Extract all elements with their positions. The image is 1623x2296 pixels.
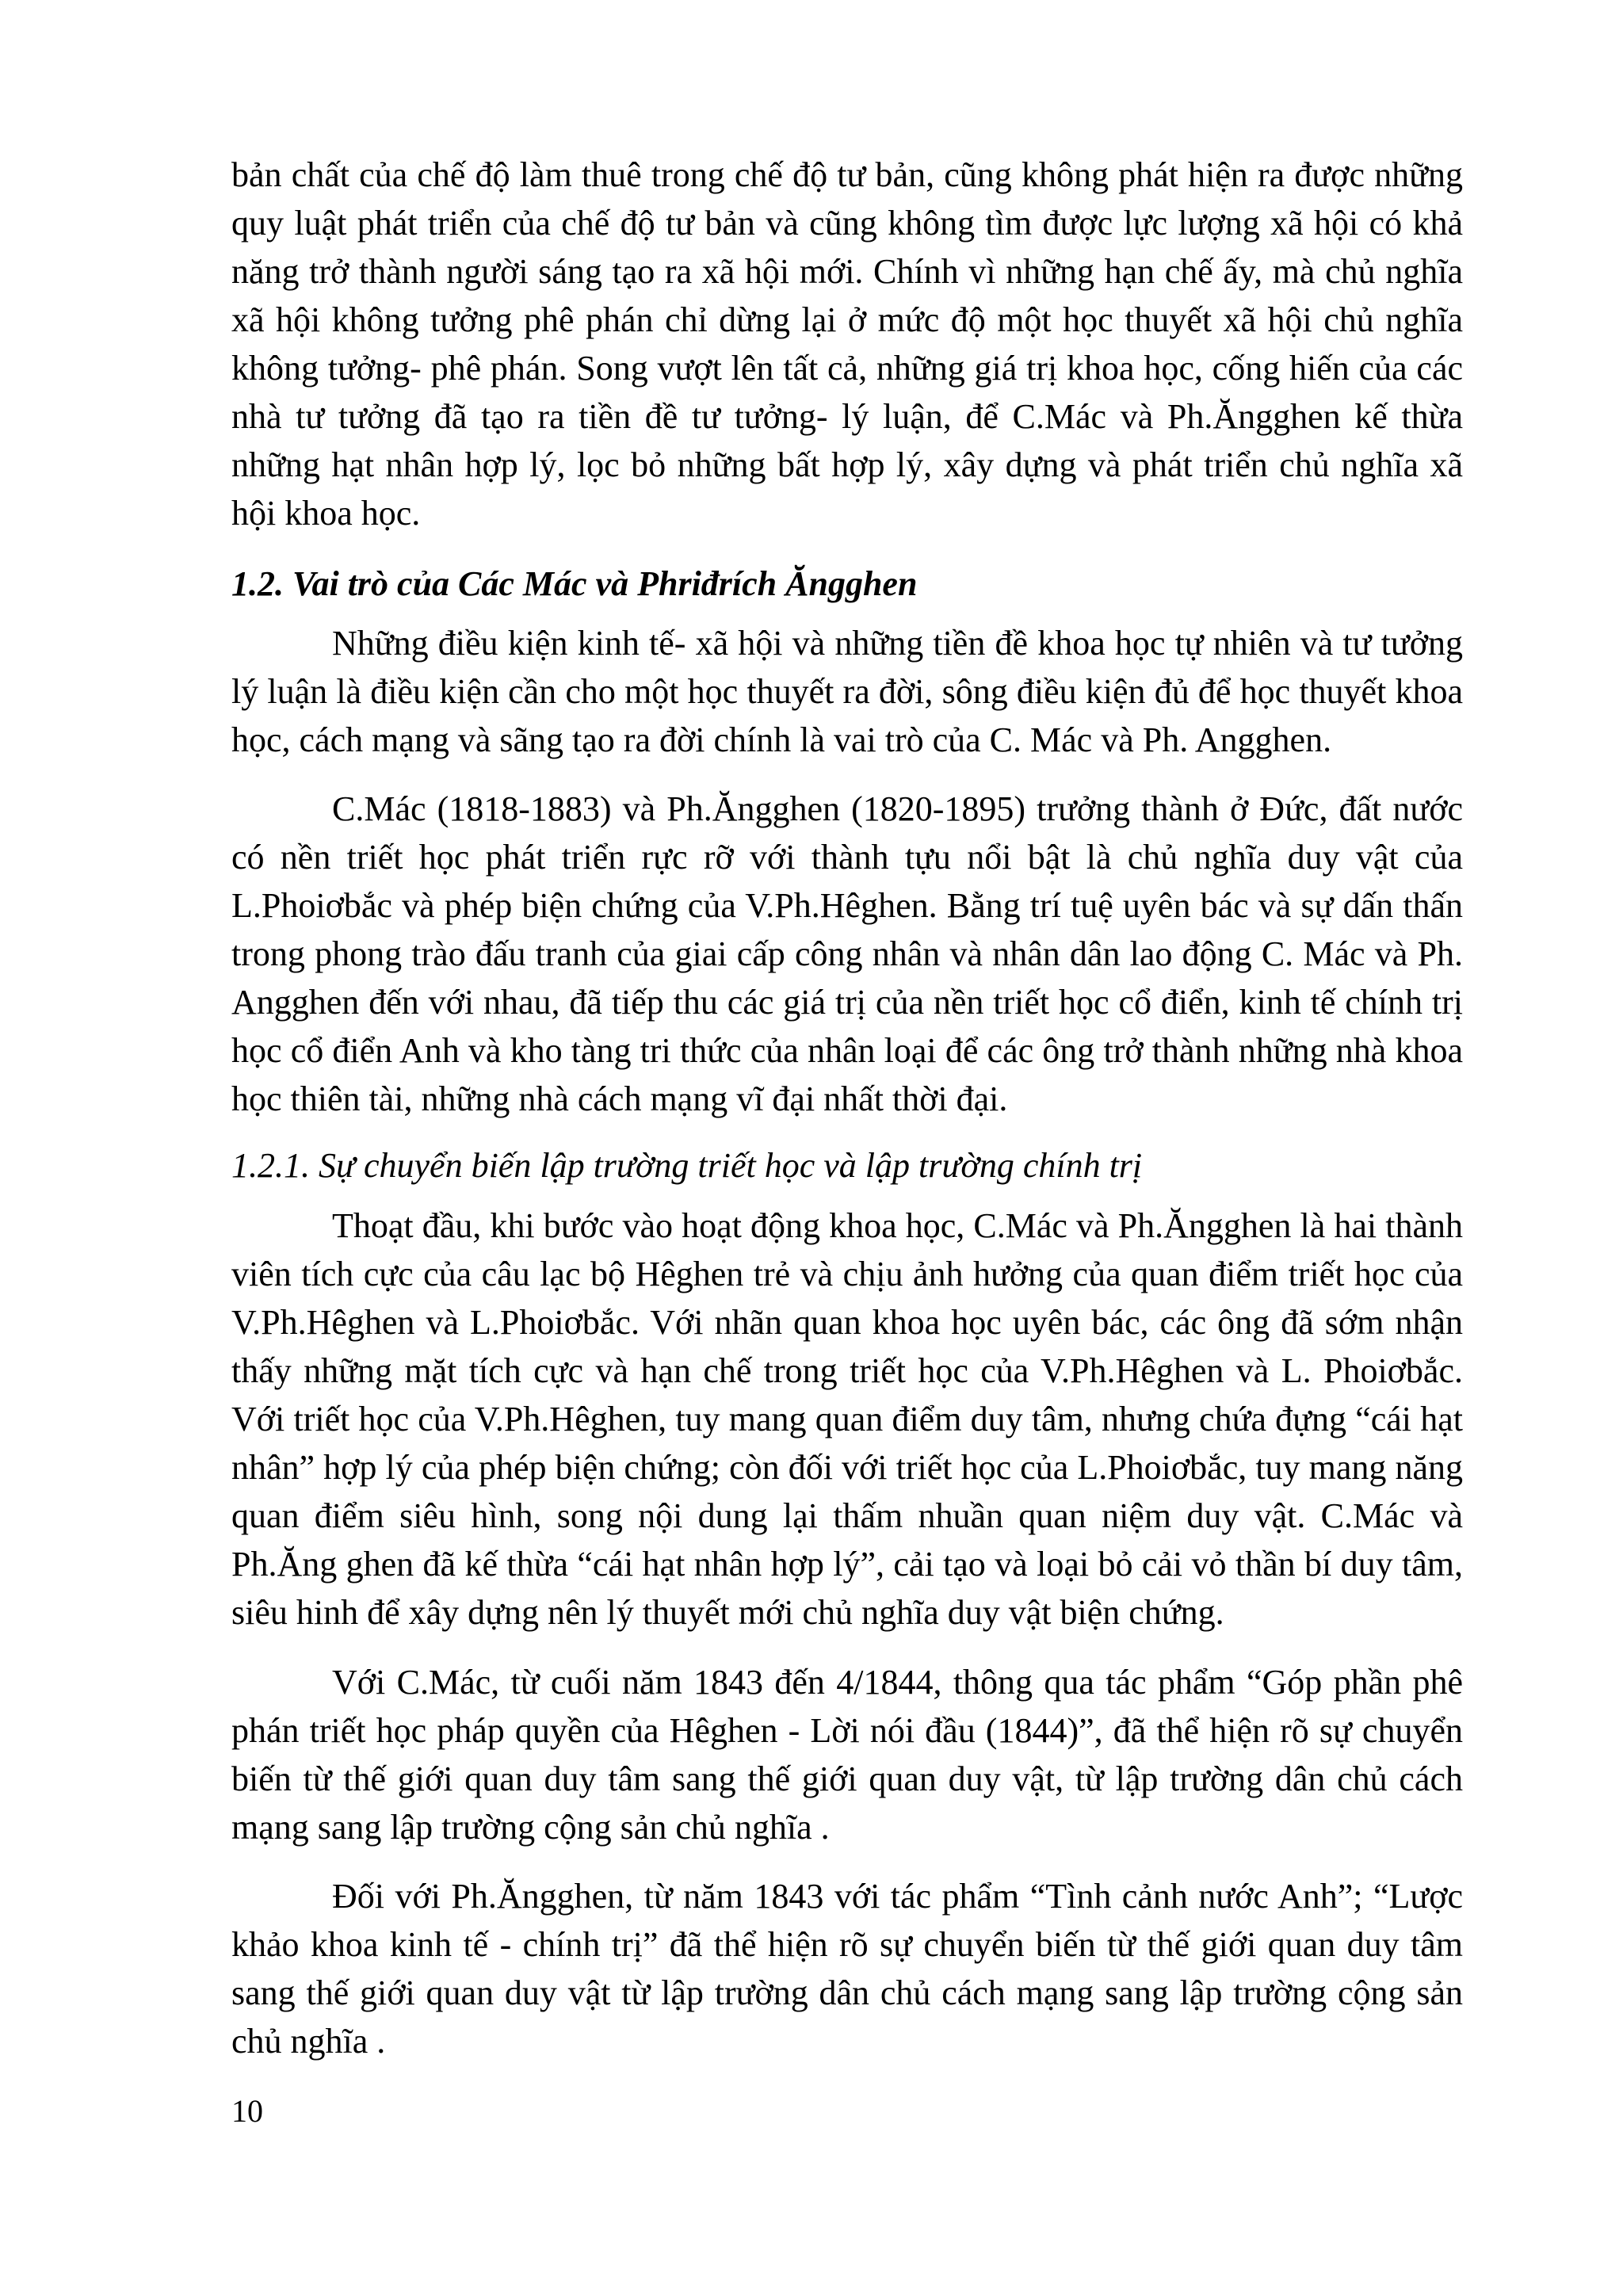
paragraph-engels-works: Đối với Ph.Ăngghen, từ năm 1843 với tác phẩm “Tình cảnh nước Anh”; “Lược khảo khoa kinh tế - chính trị” đã thể hiện rõ sự chuyển biến từ thế giới quan duy tâm sang thế giới quan duy vật từ lập trường dân chủ cách mạng sang lập trường cộng sản chủ nghĩa . (231, 1877, 1463, 2061)
paragraph-marx-works: Với C.Mác, từ cuối năm 1843 đến 4/1844, thông qua tác phẩm “Góp phần phê phán triết học pháp quyền của Hêghen - Lời nói đầu (1844)”, đã thể hiện rõ sự chuyển biến từ thế giới quan duy tâm sang thế giới quan duy vật, từ lập trường dân chủ cách mạng sang lập trường cộng sản chủ nghĩa . (231, 1663, 1463, 1847)
subsection-heading-1-2-1: 1.2.1. Sự chuyển biến lập trường triết học và lập trường chính trị (231, 1146, 1143, 1185)
paragraph-intro-continuation: bản chất của chế độ làm thuê trong chế độ tư bản, cũng không phát hiện ra được những quy luật phát triển của chế độ tư bản và cũng không tìm được lực lượng xã hội có khả năng trở thành người sáng tạo ra xã hội mới. Chính vì những hạn chế ấy, mà chủ nghĩa xã hội không tưởng phê phán chỉ dừng lại ở mức độ một học thuyết xã hội chủ nghĩa không tưởng- phê phán. Song vượt lên tất cả, những giá trị khoa học, cống hiến của các nhà tư tưởng đã tạo ra tiền đề tư tưởng- lý luận, để C.Mác và Ph.Ăngghen kế thừa những hạt nhân hợp lý, lọc bỏ những bất hợp lý, xây dựng và phát triển chủ nghĩa xã hội khoa học. (231, 155, 1463, 533)
paragraph-marx-engels-bio: C.Mác (1818-1883) và Ph.Ăngghen (1820-1895) trưởng thành ở Đức, đất nước có nền triết học phát triển rực rỡ với thành tựu nổi bật là chủ nghĩa duy vật của L.Phoiơbắc và phép biện chứng của V.Ph.Hêghen. Bằng trí tuệ uyên bác và sự dấn thấn trong phong trào đấu tranh của giai cấp công nhân và nhân dân lao động C. Mác và Ph. Angghen đến với nhau, đã tiếp thu các giá trị của nền triết học cổ điển, kinh tế chính trị học cổ điển Anh và kho tàng tri thức của nhân loại để các ông trở thành những nhà khoa học thiên tài, những nhà cách mạng vĩ đại nhất thời đại. (231, 789, 1463, 1118)
paragraph-philosophical-shift: Thoạt đầu, khi bước vào hoạt động khoa học, C.Mác và Ph.Ăngghen là hai thành viên tích cực của câu lạc bộ Hêghen trẻ và chịu ảnh hưởng của quan điểm triết học của V.Ph.Hêghen và L.Phoiơbắc. Với nhãn quan khoa học uyên bác, các ông đã sớm nhận thấy những mặt tích cực và hạn chế trong triết học của V.Ph.Hêghen và L. Phoiơbắc. Với triết học của V.Ph.Hêghen, tuy mang quan điểm duy tâm, nhưng chứa đựng “cái hạt nhân” hợp lý của phép biện chứng; còn đối với triết học của L.Phoiơbắc, tuy mang năng quan điểm siêu hình, song nội dung lại thấm nhuần quan niệm duy vật. C.Mác và Ph.Ăng ghen đã kế thừa “cái hạt nhân hợp lý”, cải tạo và loại bỏ cải vỏ thần bí duy tâm, siêu hinh để xây dựng nên lý thuyết mới chủ nghĩa duy vật biện chứng. (231, 1206, 1463, 1632)
section-heading-1-2: 1.2. Vai trò của Các Mác và Phriđrích Ăngghen (231, 564, 918, 603)
paragraph-conditions: Những điều kiện kinh tế- xã hội và những tiền đề khoa học tự nhiên và tư tưởng lý luận là điều kiện cần cho một học thuyết ra đời, sông điều kiện đủ để học thuyết khoa học, cách mạng và sãng tạo ra đời chính là vai trò của C. Mác và Ph. Angghen. (231, 624, 1463, 759)
page-number: 10 (231, 2093, 263, 2129)
